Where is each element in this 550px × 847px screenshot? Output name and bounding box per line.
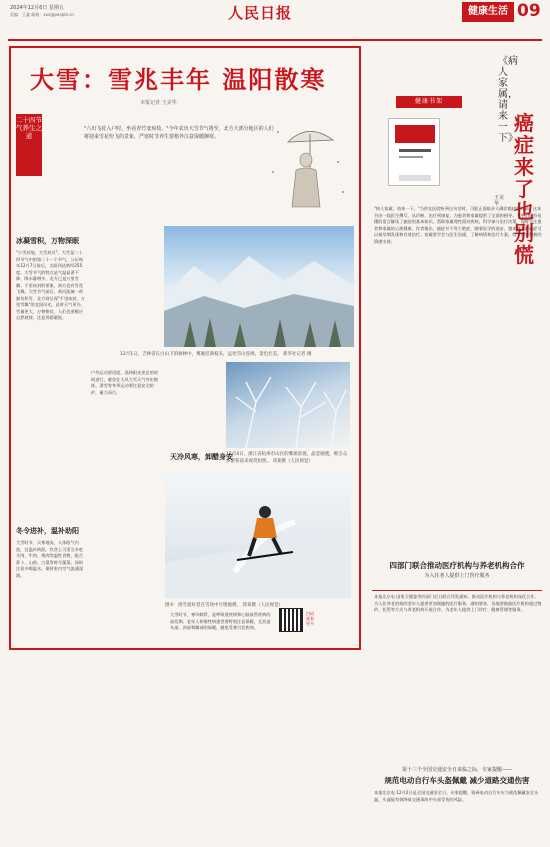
- section-title: 健康生活: [462, 2, 514, 22]
- news2-body: 本报北京电 12月2日是全国交通安全日。专家提醒，骑乘电动自行车应当规范佩戴安全头盔，头盔能有效降低交通事故中头部受伤的风险。: [374, 790, 539, 802]
- photo-caption-3: 图③：滑雪爱好者在雪场中尽情驰骋。 郭某摄（人民视觉）: [165, 603, 283, 608]
- frost-tree-photo: [226, 362, 350, 448]
- news1-body: 本报北京电 国家卫健委等四部门近日联合印发通知，推动医疗机构与养老机构深化合作，为入住养老机构的老年人提供更加便捷的医疗服务。通知要求，各地要鼓励医疗机构通过签约、托管等方式与养老机构开展合作，为老年人提供上门诊疗、健康管理等服务。: [374, 594, 542, 612]
- news2-kicker: 第十三个全国交通安全日来临之际，专家提醒——: [401, 767, 512, 773]
- photo-caption-1: 12月1日，吉林省长白山下的树林中，雾凇挂满枝头，远处雪山连绵，景色壮美。 新华社记者 摄: [120, 352, 312, 357]
- news1-headline: 四部门联合推动医疗机构与养老机构合作: [389, 561, 525, 570]
- frost-tree-icon: [226, 362, 350, 448]
- issue-date: 2024年12月6日 星期五: [10, 5, 64, 11]
- page-header: [0, 0, 550, 40]
- news1-subhead: 为入住老人提供上门医疗服务: [424, 573, 490, 579]
- editor-line: 责编：王鑫 邮箱：xxx@people.cn: [10, 12, 74, 17]
- qr-caption: 扫码查看更多: [306, 611, 314, 626]
- feature-headline: 大雪：雪兆丰年 温阳散寒: [30, 65, 327, 94]
- qr-code[interactable]: [279, 608, 303, 632]
- subheading-2: 冬令进补，温补助阳: [16, 527, 79, 535]
- newspaper-logo: 人民日报: [228, 4, 293, 22]
- sidebar-headline-vertical: 癌症来了也别慌: [514, 111, 534, 267]
- mountain-scene-icon: [164, 226, 354, 347]
- body-column-2: 大雪时节，天寒地冻，人体阳气内敛，宜温补助阳。饮食上可适当多吃羊肉、牛肉、鸡肉等温性食物，配合萝卜、山药、白菜等时令蔬菜。同时注意多喝温水，保持室内空气流通湿润。: [16, 540, 84, 578]
- body-column-middle: 户外运动要适度，选择阳光充足的时间进行，避免在大风大雪天气外出锻炼。滑雪等冬季运动要注意安全防护，量力而行。: [91, 370, 159, 395]
- body-column-1: "小雪封地，大雪封河"。大雪是二十四节气中的第二十一个节气，公历每年12月7日前后，太阳到达黄经255度。大雪节气的特点是气温显著下降、降水量增多，北方已是万里雪飘、千里冰封的景象，南方也有雪花飞舞。大雪节气前后，黄河流域一带渐有积雪，北方则呈现"千里冰封，万里雪飘"的北国风光。此时天气更冷，雪量更大，万物蛰伏，人们也要顺应自然规律，注意养精蓄锐。: [16, 250, 85, 320]
- skier-photo: [165, 472, 351, 598]
- page-number: 09: [517, 1, 541, 21]
- body-column-3: 大雪时节，寒风刺骨，是呼吸道疾病和心脑血管疾病的高发期。老年人和慢性病患者要特别注意保暖，尤其是头部、颈部和脚部的保暖，避免受寒引发疾病。: [170, 612, 271, 630]
- news2-header: [372, 766, 542, 786]
- book-cover-icon: [389, 119, 441, 187]
- snow-mountain-photo: [164, 226, 354, 347]
- series-tag: 二十四节气养生之道: [16, 114, 42, 176]
- feature-intro: "六出飞花入户时，坐看青竹变琼枝。"今年农历大雪节气将至，北方大部分地区的人们将迎来雪花纷飞的景象，严寒时节养生要格外注意保暖御寒。: [84, 126, 274, 140]
- sidebar-body: "病人家属，请来一下。"当你在医院听到这句话时，可能正面临亲人确诊癌症的时刻。这本书由一线医生撰写，从诊断、治疗到康复，为患者和家属提供了全面的指导。书中用通俗易懂的语言解读了癌症的基本知识，帮助家属理性面对疾病，科学参与治疗决策，同时关注患者和家属的心理健康。作者指出，癌症并不等于绝症，随着医学的进步，越来越多的癌症可以被早期发现和有效治疗。家属要学会与医生沟通，了解病情和治疗方案，给予患者积极的情感支持。: [374, 206, 542, 244]
- book-title-vertical: 《病人家属，请来一下》: [498, 56, 518, 144]
- subheading-3: 天冷风寒，卸醋身安: [170, 453, 233, 461]
- news1-rule: [372, 590, 542, 591]
- news2-headline: 规范电动自行车头盔佩戴 减少道路交通伤害: [384, 776, 530, 785]
- book-cover-image: [388, 118, 440, 186]
- photo-caption-2: 12月4日，浙江省杭州市山区的雾凇景观，晶莹剔透，吸引众多游客前来观赏拍照。 邓某摄（人民视觉）: [226, 452, 348, 464]
- feature-byline: 本报记者 王美华: [140, 100, 177, 106]
- sidebar-author: 王美华: [494, 195, 505, 207]
- header-rule: [8, 39, 542, 41]
- subheading-1: 冰凝雪积，万物深眠: [16, 237, 79, 245]
- health-bookshelf-tag: 健康书架: [396, 96, 462, 108]
- skier-icon: [165, 472, 351, 598]
- umbrella-sketch-illustration: [258, 112, 353, 222]
